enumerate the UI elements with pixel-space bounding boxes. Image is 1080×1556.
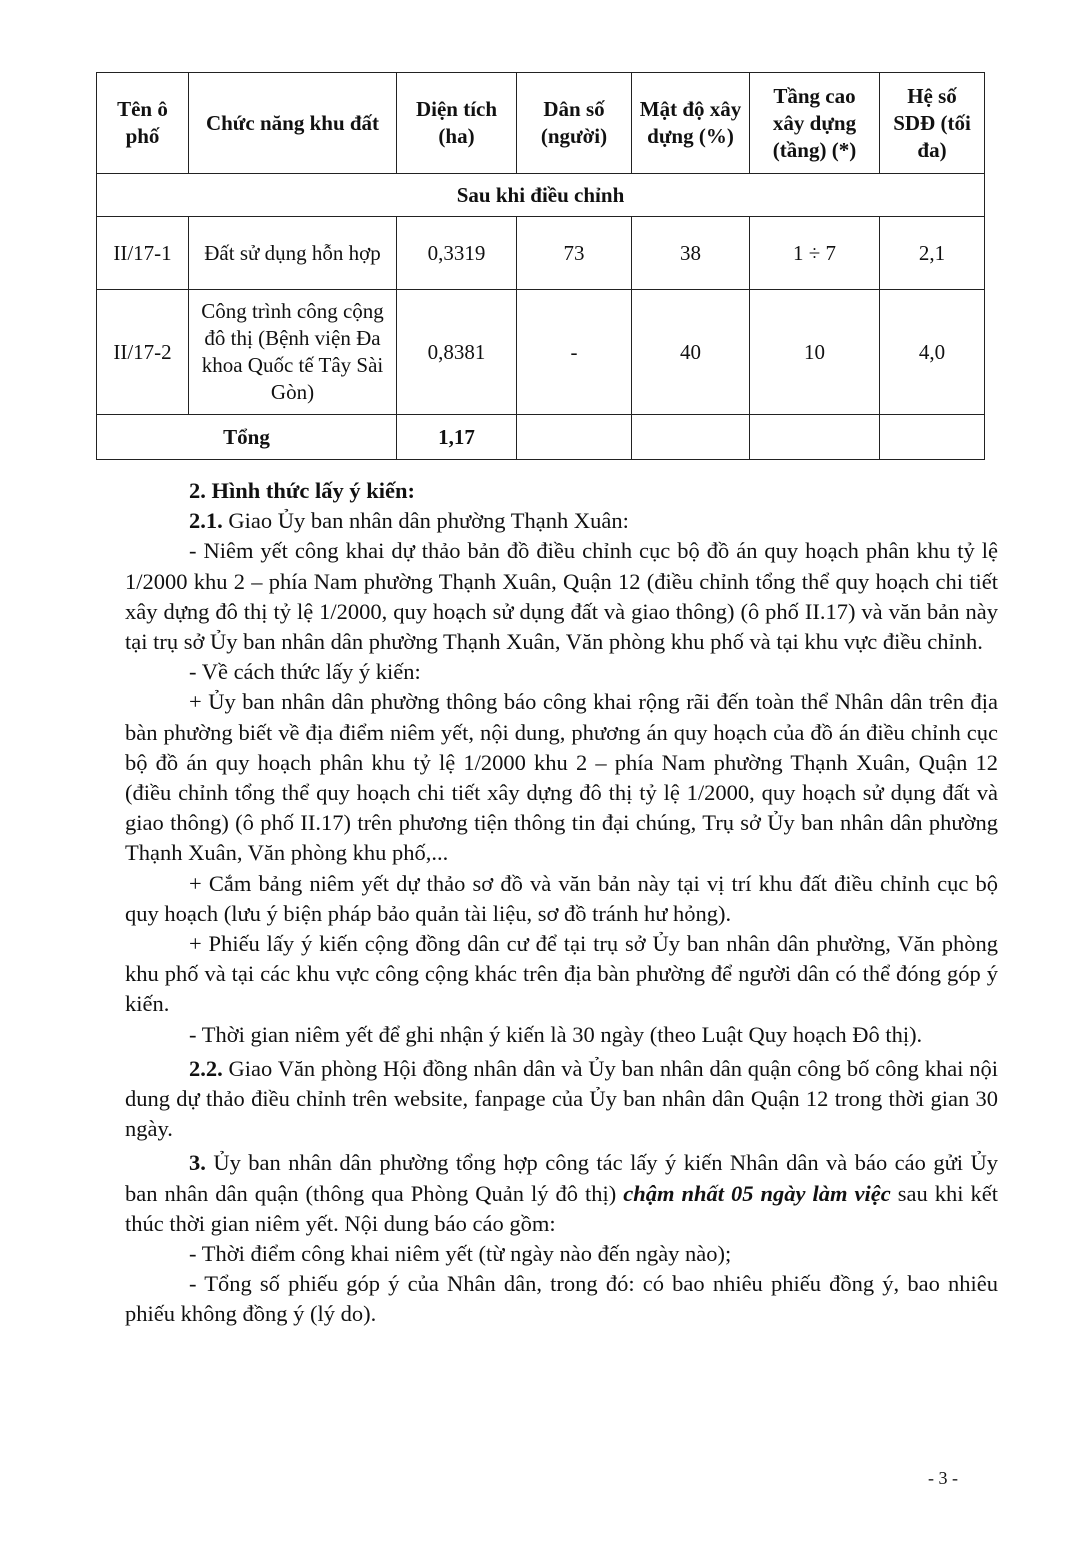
paragraph (125, 1148, 998, 1239)
paragraph: - Tổng số phiếu góp ý của Nhân dân, trong đó: có bao nhiêu phiếu đồng ý, bao nhiêu phiếu không đồng ý (lý do). (125, 1271, 998, 1327)
header-cell: Tên ô phố (97, 73, 189, 174)
document-body (125, 476, 998, 1330)
table-cell-empty (632, 415, 750, 460)
paragraph: - Về cách thức lấy ý kiến: (189, 659, 421, 685)
clause-number: 2.2. (189, 1055, 223, 1081)
table-cell: 38 (632, 217, 750, 290)
table-cell: Đất sử dụng hỗn hợp (189, 217, 397, 290)
table-cell-empty (880, 415, 985, 460)
paragraph: - Niêm yết công khai dự thảo bản đồ điều chỉnh cục bộ đồ án quy hoạch phân khu tỷ lệ 1/2000 khu 2 – phía Nam phường Thạnh Xuân, Quận 12 (điều chỉnh tổng thể quy hoạch chi tiết xây dựng đô thị tỷ lệ 1/2000, quy hoạch sử dụng đất và giao thông) (ô phố II.17) và văn bản này tại trụ sở Ủy ban nhân dân phường Thạnh Xuân, Văn phòng khu phố và tại khu vực điều chỉnh. (125, 538, 998, 655)
paragraph-text: Giao Ủy ban nhân dân phường Thạnh Xuân: (222, 508, 629, 534)
table-cell: Công trình công cộng đô thị (Bệnh viện Đa khoa Quốc tế Tây Sài Gòn) (189, 290, 397, 415)
land-use-table (96, 72, 985, 460)
table-cell-empty (517, 415, 632, 460)
table-cell: 10 (750, 290, 880, 415)
paragraph (125, 506, 998, 536)
header-cell: Chức năng khu đất (189, 73, 397, 174)
total-label: Tổng (97, 415, 397, 460)
table-cell: 40 (632, 290, 750, 415)
table-cell: 0,3319 (397, 217, 517, 290)
header-cell: Hệ số SDĐ (tối đa) (880, 73, 985, 174)
paragraph-text: Ủy ban nhân dân phường tổng hợp công tác lấy ý kiến Nhân dân và báo cáo gửi Ủy ban nhân dân quận (thông qua Phòng Quản lý đô thị) (125, 1150, 998, 1206)
table-cell-empty (750, 415, 880, 460)
page-number: - 3 - (928, 1468, 958, 1488)
table-cell: - (517, 290, 632, 415)
table-cell: 73 (517, 217, 632, 290)
table-cell: II/17-1 (97, 217, 189, 290)
paragraph-text: Giao Văn phòng Hội đồng nhân dân và Ủy ban nhân dân quận công bố công khai nội dung dự thảo điều chỉnh trên website, fanpage của Ủy ban nhân dân Quận 12 trong thời gian 30 ngày. (125, 1055, 998, 1142)
table-cell: 0,8381 (397, 290, 517, 415)
table-total-row (97, 415, 985, 460)
paragraph-text: sau khi kết thúc thời gian niêm yết. Nội dung báo cáo gồm: (125, 1180, 999, 1236)
paragraph: - Thời điểm công khai niêm yết (từ ngày nào đến ngày nào); (189, 1241, 732, 1267)
paragraph (125, 1054, 998, 1145)
table-header-row (97, 73, 985, 174)
table-cell: 4,0 (880, 290, 985, 415)
total-area: 1,17 (397, 415, 517, 460)
clause-number: 2.1. (189, 508, 223, 534)
header-cell: Mật độ xây dựng (%) (632, 73, 750, 174)
table-cell: 1 ÷ 7 (750, 217, 880, 290)
table-section-row (97, 174, 985, 217)
paragraph: + Ủy ban nhân dân phường thông báo công khai rộng rãi đến toàn thể Nhân dân trên địa bàn phường biết về địa điểm niêm yết, nội dung, phương án quy hoạch của đồ án điều chỉnh cục bộ đồ án quy hoạch phân khu tỷ lệ 1/2000 khu 2 – phía Nam phường Thạnh Xuân, Quận 12 (điều chỉnh tổng thể quy hoạch chi tiết xây dựng đô thị tỷ lệ 1/2000, quy hoạch sử dụng đất và giao thông) (ô phố II.17) trên phương tiện thông tin đại chúng, Trụ sở Ủy ban nhân dân phường Thạnh Xuân, Văn phòng khu phố,... (125, 689, 998, 866)
table-cell: II/17-2 (97, 290, 189, 415)
header-cell: Dân số (người) (517, 73, 632, 174)
paragraph: + Cắm bảng niêm yết dự thảo sơ đồ và văn bản này tại vị trí khu đất điều chỉnh cục bộ quy hoạch (lưu ý biện pháp bảo quản tài liệu, sơ đồ tránh hư hỏng). (125, 870, 998, 926)
table-cell: 2,1 (880, 217, 985, 290)
table-row (97, 217, 985, 290)
section-heading: 2. Hình thức lấy ý kiến: (189, 478, 416, 503)
paragraph: + Phiếu lấy ý kiến cộng đồng dân cư để tại trụ sở Ủy ban nhân dân phường, Văn phòng khu phố và tại các khu vực công cộng khác trên địa bàn phường để người dân có thể đóng góp ý kiến. (125, 931, 998, 1017)
table-row (97, 290, 985, 415)
header-cell: Tầng cao xây dựng (tầng) (*) (750, 73, 880, 174)
header-cell: Diện tích (ha) (397, 73, 517, 174)
clause-number: 3. (189, 1150, 206, 1176)
section-title: Sau khi điều chỉnh (97, 174, 985, 217)
deadline-emphasis: chậm nhất 05 ngày làm việc (623, 1180, 891, 1206)
paragraph: - Thời gian niêm yết để ghi nhận ý kiến là 30 ngày (theo Luật Quy hoạch Đô thị). (189, 1021, 923, 1047)
